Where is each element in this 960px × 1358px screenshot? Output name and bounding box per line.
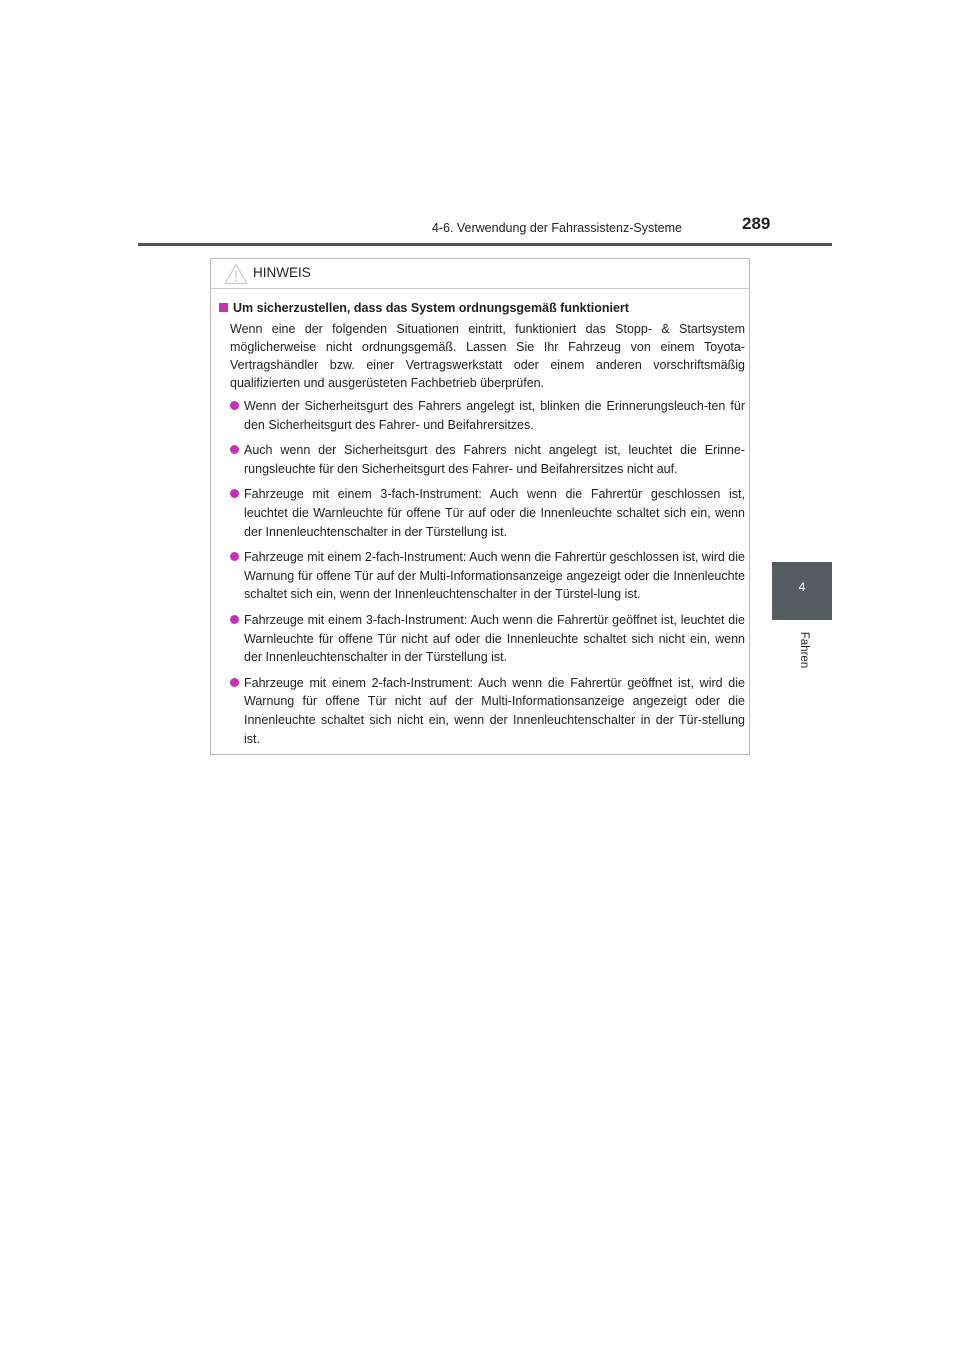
header-rule <box>138 243 832 246</box>
list-item-text: Fahrzeuge mit einem 2-fach-Instrument: Auch wenn die Fahrertür geschlossen ist, wird die Warnung für offene Tür auf der Multi-Informationsanzeige angezeigt oder die Innenleuchte schaltet sich ein, wenn der Innenleuchtenschalter in der Türstel-lung ist. <box>244 550 745 602</box>
bullet-dot-icon <box>230 615 239 624</box>
list-item <box>219 674 745 748</box>
list-item <box>219 485 745 541</box>
list-item <box>219 441 745 478</box>
notice-header <box>211 259 749 289</box>
list-item <box>219 548 745 604</box>
section-title: 4-6. Verwendung der Fahrassistenz-Systeme <box>431 221 682 235</box>
square-bullet-icon <box>219 303 228 312</box>
condition-list <box>219 397 745 748</box>
list-item-text: Auch wenn der Sicherheitsgurt des Fahrers nicht angelegt ist, leuchtet die Erinne-rungsleuchte für den Sicherheitsgurt des Fahrer- und Beifahrersitzes nicht auf. <box>244 443 745 476</box>
bullet-dot-icon <box>230 401 239 410</box>
notice-title: HINWEIS <box>253 265 311 280</box>
list-item-text: Fahrzeuge mit einem 3-fach-Instrument: Auch wenn die Fahrertür geschlossen ist, leuchtet die Warnleuchte für offene Tür auf oder die Innenleuchte schaltet sich ein, wenn der Innenleuchtenschalter in der Türstellung ist. <box>244 487 745 539</box>
warning-triangle-icon <box>224 263 248 285</box>
page-number: 289 <box>742 214 771 233</box>
bullet-dot-icon <box>230 552 239 561</box>
bullet-dot-icon <box>230 489 239 498</box>
list-item-text: Fahrzeuge mit einem 3-fach-Instrument: Auch wenn die Fahrertür geöffnet ist, leuchtet die Warnleuchte für offene Tür nicht auf oder die Innenleuchte schaltet sich nicht ein, wenn der Innenleuchtenschalter in der Türstellung ist. <box>244 612 745 665</box>
bullet-dot-icon <box>230 445 239 454</box>
section-heading <box>219 299 745 317</box>
list-item <box>219 611 745 667</box>
intro-paragraph: Wenn eine der folgenden Situationen eintritt, funktioniert das Stopp- & Startsystem möglicherweise nicht ordnungsgemäß. Lassen Sie Ihr Fahrzeug von einem Toyota-Vertragshändler bzw. einer Vertragswerkstatt oder einem anderen vorschriftsmäßig qualifizierten und ausgerüsteten Fachbetrieb überprüfen. <box>230 322 745 390</box>
notice-body <box>219 299 745 755</box>
section-heading-text: Um sicherzustellen, dass das System ordnungsgemäß funktioniert <box>233 301 629 315</box>
chapter-tab <box>772 562 832 620</box>
notice-box <box>210 258 750 755</box>
list-item <box>219 397 745 434</box>
bullet-dot-icon <box>230 678 239 687</box>
list-item-text: Fahrzeuge mit einem 2-fach-Instrument: Auch wenn die Fahrertür geöffnet ist, wird die Warnung für offene Tür nicht auf der Multi-Informationsanzeige angezeigt oder die Innenleuchte schaltet sich nicht ein, wenn der Innenleuchtenschalter in der Tür-stellung ist. <box>244 675 745 746</box>
chapter-number: 4 <box>798 580 806 594</box>
chapter-label: Fahren <box>798 631 810 669</box>
list-item-text: Wenn der Sicherheitsgurt des Fahrers angelegt ist, blinken die Erinnerungsleuch-ten für den Sicherheitsgurt des Fahrer- und Beifahrersitzes. <box>244 399 745 432</box>
